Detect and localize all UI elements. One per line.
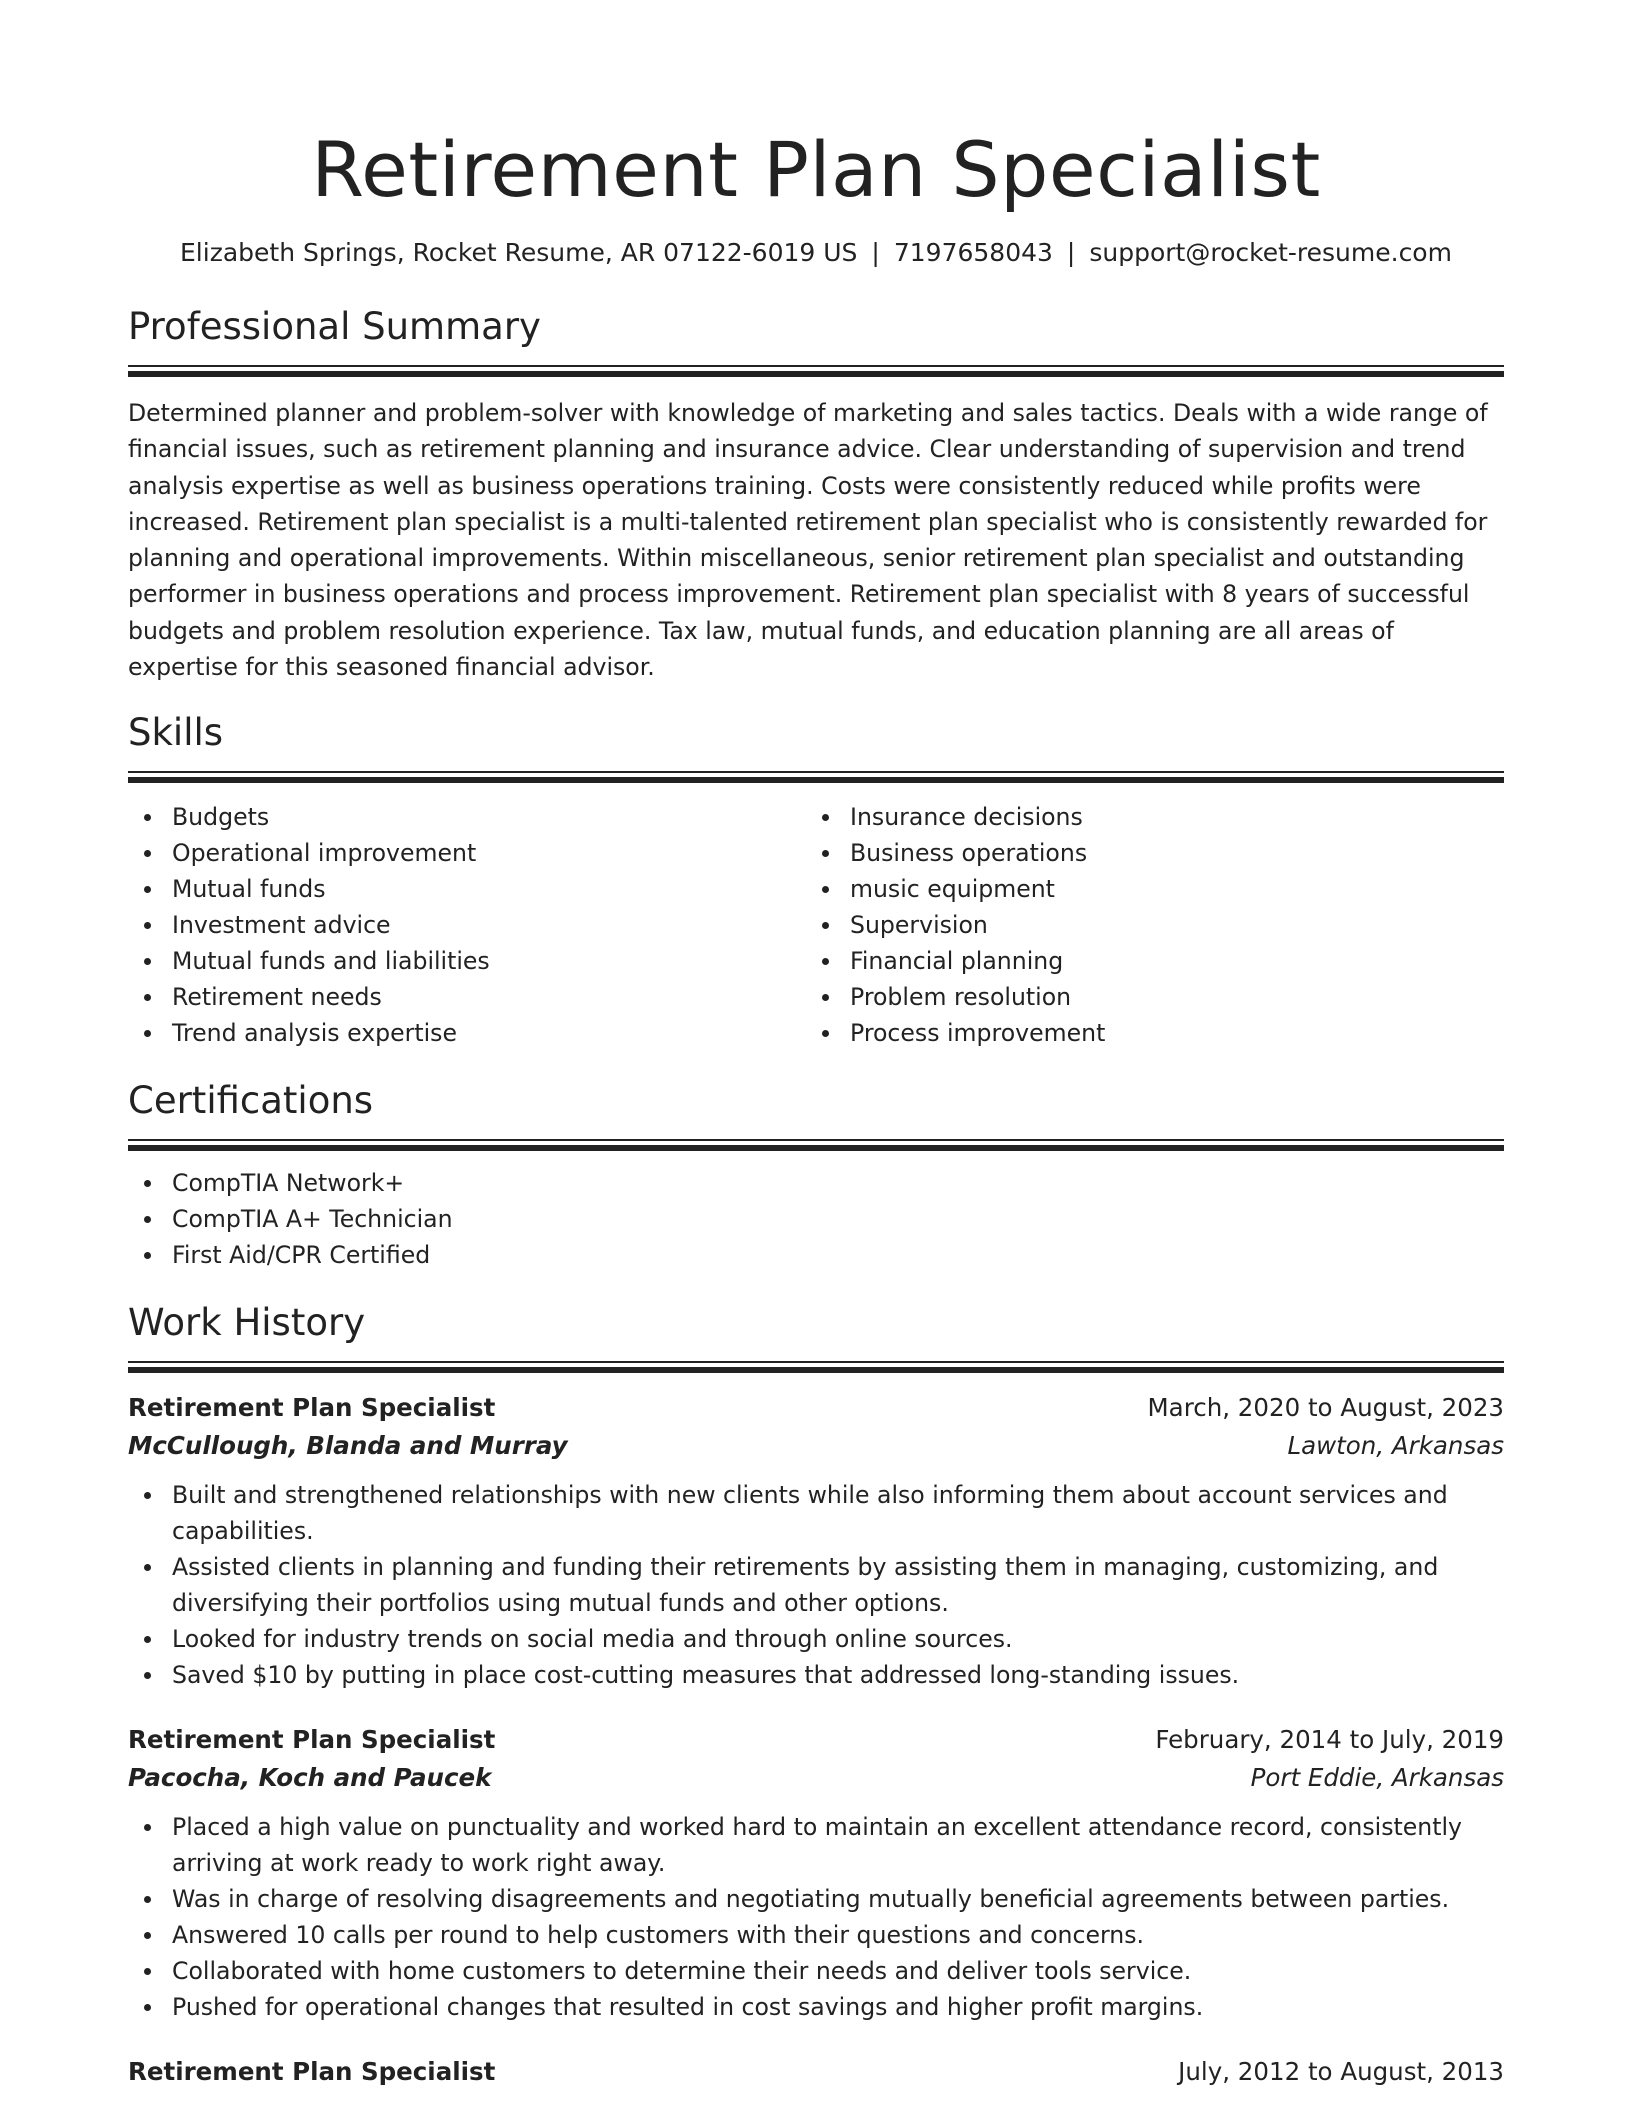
skill-item: Trend analysis expertise <box>128 1015 806 1051</box>
skill-item: Business operations <box>806 835 1484 871</box>
job-bullets <box>128 1809 1504 2025</box>
skill-item: Operational improvement <box>128 835 806 871</box>
skill-item: Supervision <box>806 907 1484 943</box>
job-bullet: Saved $10 by putting in place cost-cutting measures that addressed long-standing issues. <box>128 1657 1504 1693</box>
summary-section <box>128 303 1504 685</box>
job-title: Retirement Plan Specialist <box>128 1725 496 1755</box>
skill-item: Budgets <box>128 799 806 835</box>
job-bullet: Collaborated with home customers to determine their needs and deliver tools service. <box>128 1953 1504 1989</box>
job-dates: March, 2020 to August, 2023 <box>1147 1393 1504 1423</box>
contact-line <box>128 236 1504 270</box>
contact-separator: | <box>1066 238 1076 267</box>
work-history-section <box>128 1299 1504 2091</box>
skill-item: Process improvement <box>806 1015 1484 1051</box>
job-location: Port Eddie, Arkansas <box>1250 1763 1504 1793</box>
job-dates: July, 2012 to August, 2013 <box>1178 2057 1504 2087</box>
contact-separator: | <box>871 238 880 267</box>
section-title-certifications: Certifications <box>128 1079 374 1123</box>
skills-section <box>128 709 1504 1051</box>
contact-address: Elizabeth Springs, Rocket Resume, AR 07122-6019 US <box>180 238 858 267</box>
certifications-list <box>128 1165 1504 1273</box>
skill-item: Retirement needs <box>128 979 806 1015</box>
job-dates: February, 2014 to July, 2019 <box>1155 1725 1504 1755</box>
job-header <box>128 1721 1504 1759</box>
job-bullet: Built and strengthened relationships with new clients while also informing them about account services and capabilities. <box>128 1477 1504 1549</box>
job-entry <box>128 1389 1504 1693</box>
certification-item: First Aid/CPR Certified <box>128 1237 1504 1273</box>
contact-phone: 7197658043 <box>893 238 1053 267</box>
job-header <box>128 2053 1504 2091</box>
skill-item: Investment advice <box>128 907 806 943</box>
resume-content <box>128 0 1504 2091</box>
contact-email: support@rocket-resume.com <box>1089 238 1452 267</box>
job-header <box>128 1389 1504 1427</box>
section-divider <box>128 1139 1504 1151</box>
section-divider <box>128 771 1504 783</box>
skill-item: Mutual funds <box>128 871 806 907</box>
job-company: Pacocha, Koch and Paucek <box>128 1763 492 1793</box>
certifications-section <box>128 1077 1504 1273</box>
job-entry <box>128 1721 1504 2025</box>
job-bullet: Pushed for operational changes that resulted in cost savings and higher profit margins. <box>128 1989 1504 2025</box>
skill-item: Financial planning <box>806 943 1484 979</box>
skill-item: music equipment <box>806 871 1484 907</box>
job-entry <box>128 2053 1504 2091</box>
section-title-summary: Professional Summary <box>128 305 541 348</box>
job-title: Retirement Plan Specialist <box>128 2057 496 2087</box>
skills-list-left <box>128 799 806 1051</box>
certification-item: CompTIA Network+ <box>128 1165 1504 1201</box>
job-location: Lawton, Arkansas <box>1287 1431 1504 1461</box>
job-title: Retirement Plan Specialist <box>128 1393 496 1423</box>
job-bullet: Answered 10 calls per round to help customers with their questions and concerns. <box>128 1917 1504 1953</box>
job-bullet: Was in charge of resolving disagreements and negotiating mutually beneficial agreements between parties. <box>128 1881 1504 1917</box>
skill-item: Insurance decisions <box>806 799 1484 835</box>
section-divider <box>128 365 1504 377</box>
summary-text: Determined planner and problem-solver with knowledge of marketing and sales tactics. Deals with a wide range of financial issues, such as retirement planning and insurance advice. Clear understanding of supervision and trend analysis expertise as well as business operations training. Costs were consistently reduced while profits were increased. Retirement plan specialist is a multi-talented retirement plan specialist who is consistently rewarded for planning and operational improvements. Within miscellaneous, senior retirement plan specialist and outstanding performer in business operations and process improvement. Retirement plan specialist with 8 years of successful budgets and problem resolution experience. Tax law, mutual funds, and education planning are all areas of expertise for this seasoned financial advisor. <box>128 399 1488 682</box>
job-bullets <box>128 1477 1504 1693</box>
section-title-skills: Skills <box>128 711 224 755</box>
certification-item: CompTIA A+ Technician <box>128 1201 1504 1237</box>
section-divider <box>128 1361 1504 1373</box>
skills-grid <box>128 799 1504 1051</box>
job-company: McCullough, Blanda and Murray <box>128 1431 568 1461</box>
resume-name: Retirement Plan Specialist <box>311 125 1321 214</box>
job-bullet: Placed a high value on punctuality and worked hard to maintain an excellent attendance record, consistently arriving at work ready to work right away. <box>128 1809 1504 1881</box>
skill-item: Mutual funds and liabilities <box>128 943 806 979</box>
section-title-work-history: Work History <box>128 1301 366 1345</box>
job-subheader <box>128 1759 1504 1797</box>
skill-item: Problem resolution <box>806 979 1484 1015</box>
job-bullet: Assisted clients in planning and funding their retirements by assisting them in managing, customizing, and diversifying their portfolios using mutual funds and other options. <box>128 1549 1504 1621</box>
job-subheader <box>128 1427 1504 1465</box>
job-bullet: Looked for industry trends on social media and through online sources. <box>128 1621 1504 1657</box>
skills-list-right <box>806 799 1484 1051</box>
